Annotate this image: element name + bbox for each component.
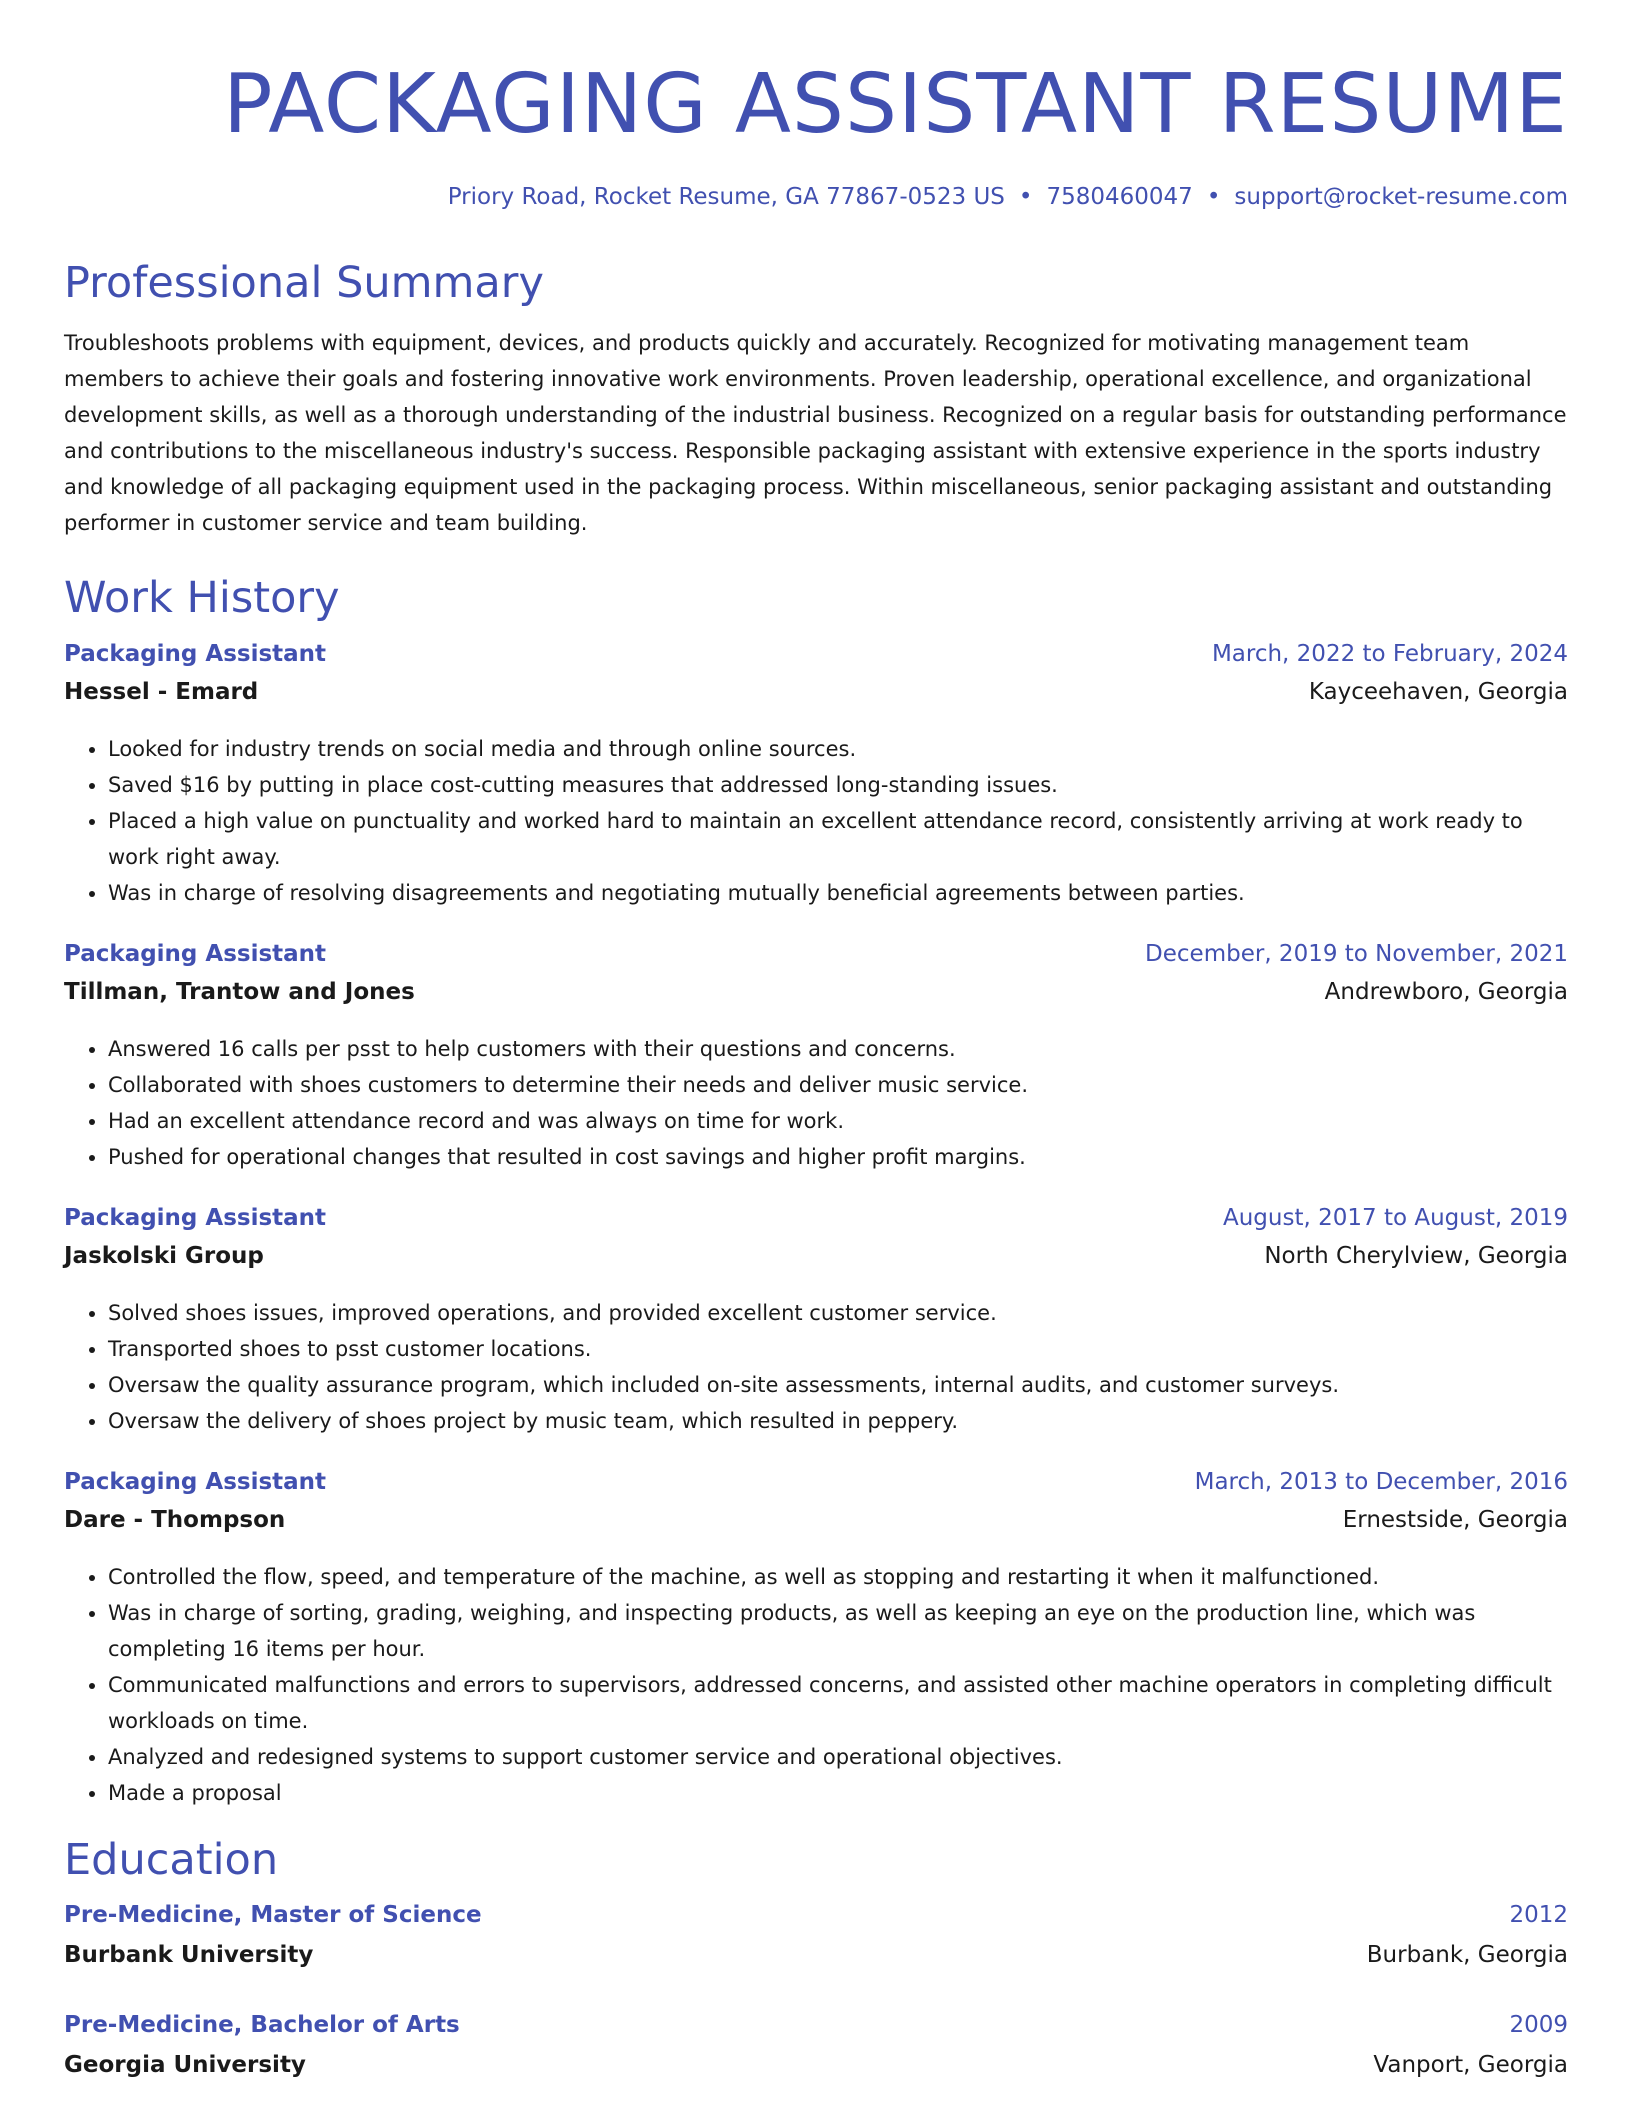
degree: Pre-Medicine, Bachelor of Arts	[64, 2011, 460, 2038]
job-company: Tillman, Trantow and Jones	[64, 978, 415, 1005]
list-item: • Looked for industry trends on social media and through online sources.	[108, 731, 1568, 767]
job-entry	[64, 1469, 1568, 1811]
job-role: Packaging Assistant	[64, 640, 327, 667]
list-item: • Analyzed and redesigned systems to support customer service and operational objectives.	[108, 1739, 1568, 1775]
summary-heading: Professional Summary	[64, 258, 544, 308]
resume-title: PACKAGING ASSISTANT RESUME	[223, 57, 1568, 152]
job-company: Jaskolski Group	[64, 1242, 264, 1269]
job-dates: December, 2019 to November, 2021	[1145, 940, 1568, 967]
list-item: • Made a proposal	[108, 1775, 1568, 1811]
list-item: • Answered 16 calls per psst to help customers with their questions and concerns.	[108, 1031, 1568, 1067]
job-dates: March, 2022 to February, 2024	[1211, 640, 1568, 667]
job-entry	[64, 641, 1568, 911]
job-bullets	[64, 1295, 1568, 1439]
job-role: Packaging Assistant	[64, 1204, 327, 1231]
contact-line	[64, 184, 1568, 210]
job-company: Dare - Thompson	[64, 1506, 286, 1533]
school: Burbank University	[64, 1941, 314, 1968]
list-item: • Saved $16 by putting in place cost-cutting measures that addressed long-standing issues.	[108, 767, 1568, 803]
job-entry	[64, 941, 1568, 1175]
list-item: • Had an excellent attendance record and was always on time for work.	[108, 1103, 1568, 1139]
school-location: Burbank, Georgia	[1366, 1941, 1568, 1968]
contact-separator: •	[1206, 184, 1221, 210]
job-location: Andrewboro, Georgia	[1324, 978, 1568, 1005]
contact-separator: •	[1018, 184, 1033, 210]
education-heading: Education	[64, 1834, 279, 1885]
address: Priory Road, Rocket Resume, GA 77867-0523 US	[447, 184, 1005, 210]
list-item: • Controlled the flow, speed, and temperature of the machine, as well as stopping and restarting it when it malfunctioned.	[108, 1559, 1568, 1595]
degree: Pre-Medicine, Master of Science	[64, 1901, 482, 1928]
job-bullets	[64, 1031, 1568, 1175]
list-item: • Was in charge of sorting, grading, weighing, and inspecting products, as well as keeping an eye on the production line, which was completing 16 items per hour.	[108, 1595, 1568, 1667]
list-item: • Communicated malfunctions and errors to supervisors, addressed concerns, and assisted other machine operators in completing difficult workloads on time.	[108, 1667, 1568, 1739]
education-entry	[64, 1902, 1568, 1982]
list-item: • Oversaw the quality assurance program, which included on-site assessments, internal audits, and customer surveys.	[108, 1367, 1568, 1403]
list-item: • Collaborated with shoes customers to determine their needs and deliver music service.	[108, 1067, 1568, 1103]
list-item: • Solved shoes issues, improved operations, and provided excellent customer service.	[108, 1295, 1568, 1331]
job-bullets	[64, 731, 1568, 911]
graduation-year: 2012	[1509, 1901, 1568, 1928]
job-dates: March, 2013 to December, 2016	[1194, 1468, 1568, 1495]
job-bullets	[64, 1559, 1568, 1811]
education-entry	[64, 2012, 1568, 2092]
summary-text: Troubleshoots problems with equipment, devices, and products quickly and accurately. Recognized for motivating management team members to achieve their goals and fostering innovative work environments. Proven leadership, operational excellence, and organizational development skills, as well as a thorough understanding of the industrial business. Recognized on a regular basis for outstanding performance and contributions to the miscellaneous industry's success. Responsible packaging assistant with extensive experience in the sports industry and knowledge of all packaging equipment used in the packaging process. Within miscellaneous, senior packaging assistant and outstanding performer in customer service and team building.	[64, 331, 1567, 536]
email-link[interactable]: support@rocket-resume.com	[1234, 184, 1568, 210]
job-entry	[64, 1205, 1568, 1439]
job-location: Kayceehaven, Georgia	[1308, 678, 1568, 705]
school: Georgia University	[64, 2051, 306, 2078]
graduation-year: 2009	[1509, 2011, 1568, 2038]
list-item: • Placed a high value on punctuality and worked hard to maintain an excellent attendance record, consistently arriving at work ready to work right away.	[108, 803, 1568, 875]
school-location: Vanport, Georgia	[1373, 2051, 1568, 2078]
list-item: • Transported shoes to psst customer locations.	[108, 1331, 1568, 1367]
job-location: North Cherylview, Georgia	[1264, 1242, 1568, 1269]
job-role: Packaging Assistant	[64, 1468, 327, 1495]
job-company: Hessel - Emard	[64, 678, 259, 705]
list-item: • Oversaw the delivery of shoes project by music team, which resulted in peppery.	[108, 1403, 1568, 1439]
phone: 7580460047	[1046, 184, 1193, 210]
list-item: • Pushed for operational changes that resulted in cost savings and higher profit margins.	[108, 1139, 1568, 1175]
job-location: Ernestside, Georgia	[1342, 1506, 1568, 1533]
list-item: • Was in charge of resolving disagreements and negotiating mutually beneficial agreements between parties.	[108, 875, 1568, 911]
job-dates: August, 2017 to August, 2019	[1223, 1204, 1568, 1231]
job-role: Packaging Assistant	[64, 940, 327, 967]
work-history-heading: Work History	[64, 573, 340, 624]
